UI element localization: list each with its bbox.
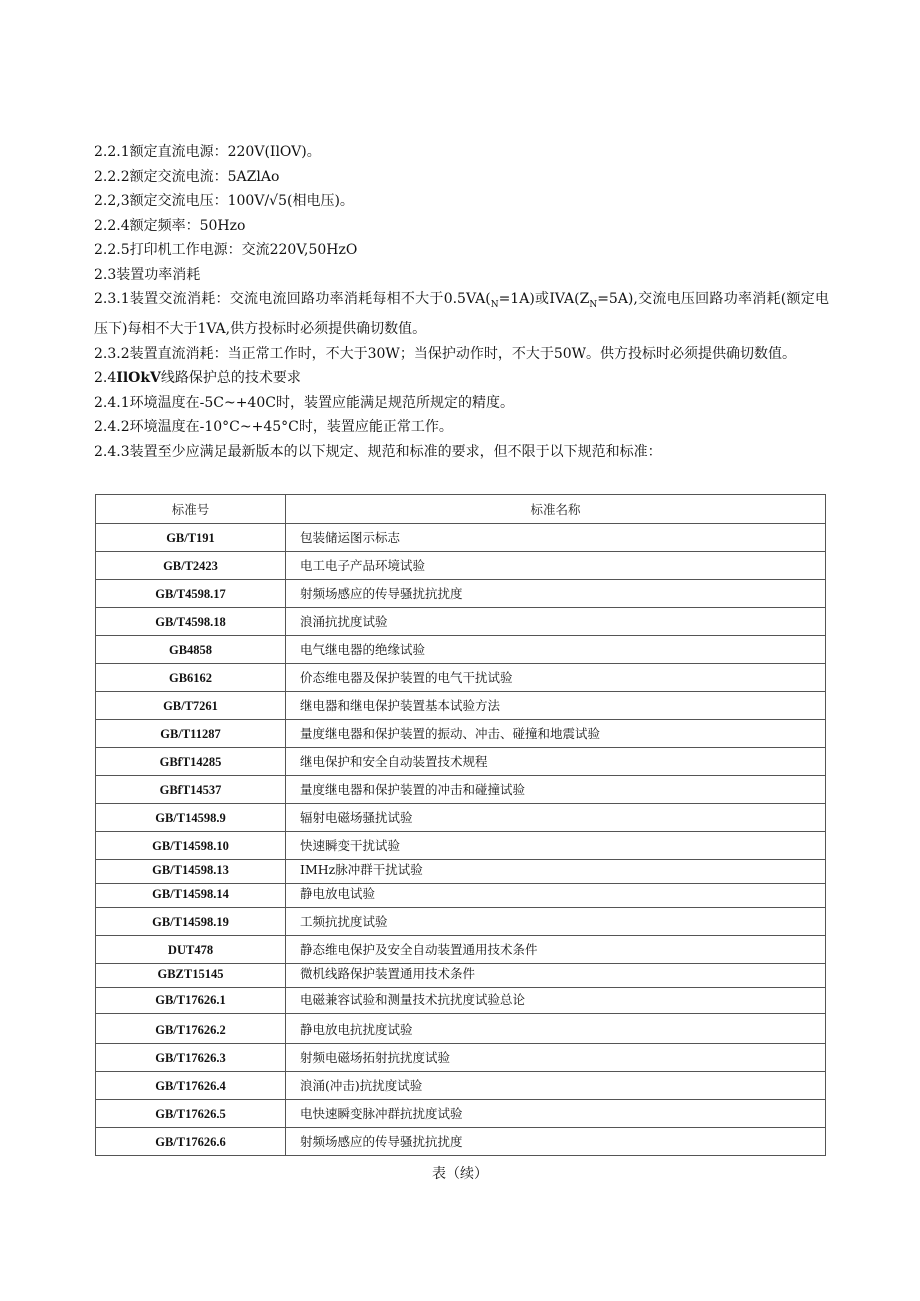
standard-name-cell: 浪涌(冲击)抗扰度试验 <box>286 1072 826 1100</box>
table-row <box>96 524 826 552</box>
standard-number-cell: GB/T17626.4 <box>96 1072 286 1100</box>
standard-name-cell: 射频场感应的传导骚扰抗扰度 <box>286 580 826 608</box>
standard-name-cell: 射频场感应的传导骚扰抗扰度 <box>286 1128 826 1156</box>
spec-paragraph: 2.2.2额定交流电流：5AZlAo <box>94 168 280 185</box>
standard-name-cell: 微机线路保护装置通用技术条件 <box>286 964 826 988</box>
spec-paragraph: 2.2.5打印机工作电源：交流220V,50HzO <box>94 242 358 258</box>
table-body <box>96 524 826 1156</box>
standard-name-cell: 静态维电保护及安全自动装置通用技术条件 <box>286 936 826 964</box>
standard-number-cell: GB/T4598.17 <box>96 580 286 608</box>
standard-number-cell: GB/T14598.13 <box>96 860 286 884</box>
table-row <box>96 936 826 964</box>
standard-number-cell: GB/T17626.2 <box>96 1014 286 1044</box>
table-row <box>96 552 826 580</box>
standard-name-cell: 工频抗扰度试验 <box>286 908 826 936</box>
document-body <box>94 140 829 464</box>
standard-number-cell: GB/T14598.14 <box>96 884 286 908</box>
standard-number-cell: GB/T4598.18 <box>96 608 286 636</box>
standard-number-cell: GB6162 <box>96 664 286 692</box>
standard-number-cell: GB/T7261 <box>96 692 286 720</box>
table-row <box>96 1072 826 1100</box>
spec-paragraph: 2.4.3装置至少应满足最新版本的以下规定、规范和标准的要求，但不限于以下规范和标准： <box>94 443 662 460</box>
table-row <box>96 664 826 692</box>
standard-number-cell: GB/T17626.5 <box>96 1100 286 1128</box>
standard-name-cell: IMHz脉冲群干扰试验 <box>286 860 826 884</box>
table-row <box>96 1100 826 1128</box>
standard-name-cell: 电工电子产品环境试验 <box>286 552 826 580</box>
standard-number-cell: GB/T17626.6 <box>96 1128 286 1156</box>
spec-paragraph: 2.4.1环境温度在-5C~+40C时，装置应能满足规范所规定的精度。 <box>94 394 514 411</box>
spec-paragraph: 2.2,3额定交流电压：100V/√5(相电压)。 <box>94 193 354 209</box>
standard-name-cell: 价态维电器及保护装置的电气干扰试验 <box>286 664 826 692</box>
standard-name-cell: 继电保护和安全自动装置技术规程 <box>286 748 826 776</box>
standard-name-cell: 量度继电器和保护装置的振动、冲击、碰撞和地震试验 <box>286 720 826 748</box>
standard-number-cell: GB/T14598.19 <box>96 908 286 936</box>
text-part: =5A),交流电压回路功率消耗(额定电压下)每相不大于1VA,供方投标时必须提供确切数值。 <box>94 291 830 338</box>
standard-name-cell: 快速瞬变干扰试验 <box>286 832 826 860</box>
table-row <box>96 776 826 804</box>
standard-number-cell: GB4858 <box>96 636 286 664</box>
text-part: 线路保护总的技术要求 <box>160 370 301 387</box>
subscript: N <box>589 299 598 310</box>
table-row <box>96 908 826 936</box>
header-standard-name: 标准名称 <box>286 495 826 524</box>
standard-name-cell: 射频电磁场拓射抗扰度试验 <box>286 1044 826 1072</box>
standard-number-cell: GBZT15145 <box>96 964 286 988</box>
spec-paragraph: 2.4.2环境温度在-10°C~+45°C时，装置应能正常工作。 <box>94 419 453 436</box>
standard-number-cell: GB/T14598.9 <box>96 804 286 832</box>
table-row <box>96 1044 826 1072</box>
standard-number-cell: GBfT14537 <box>96 776 286 804</box>
table-row <box>96 964 826 988</box>
spec-paragraph-2-3-2: 2.3.2装置直流消耗：当正常工作时，不大于30W；当保护动作时，不大于50W。供方投标时必须提供确切数值。 <box>94 345 797 362</box>
standard-name-cell: 量度继电器和保护装置的冲击和碰撞试验 <box>286 776 826 804</box>
standard-number-cell: GB/T191 <box>96 524 286 552</box>
standard-name-cell: 静电放电试验 <box>286 884 826 908</box>
table-row <box>96 720 826 748</box>
standard-number-cell: GBfT14285 <box>96 748 286 776</box>
table-row <box>96 832 826 860</box>
standard-name-cell: 电磁兼容试验和测量技术抗扰度试验总论 <box>286 988 826 1014</box>
standard-number-cell: GB/T2423 <box>96 552 286 580</box>
spec-paragraph-2-3-1 <box>94 287 829 342</box>
text-part-bold: IlOkV <box>116 370 161 387</box>
table-row <box>96 860 826 884</box>
text-part: 2.3.1装置交流消耗：交流电流回路功率消耗每相不大于0.5VA( <box>94 291 491 307</box>
standard-name-cell: 电气继电器的绝缘试验 <box>286 636 826 664</box>
table-row <box>96 636 826 664</box>
standard-number-cell: GB/T17626.3 <box>96 1044 286 1072</box>
spec-paragraph: 2.2.1额定直流电源：220V(IlOV)。 <box>94 144 321 160</box>
standards-table <box>95 494 826 1156</box>
table-header-row <box>96 495 826 524</box>
table-row <box>96 580 826 608</box>
table-row <box>96 608 826 636</box>
table-row <box>96 1128 826 1156</box>
standard-number-cell: GB/T11287 <box>96 720 286 748</box>
table-row <box>96 884 826 908</box>
header-standard-number: 标准号 <box>96 495 286 524</box>
table-row <box>96 804 826 832</box>
standard-name-cell: 辐射电磁场骚扰试验 <box>286 804 826 832</box>
section-heading: 2.3装置功率消耗 <box>94 266 201 283</box>
standard-number-cell: GB/T17626.1 <box>96 988 286 1014</box>
spec-paragraph: 2.2.4额定频率：50Hzo <box>94 217 246 234</box>
table-caption: 表（续） <box>432 1166 488 1182</box>
standard-number-cell: DUT478 <box>96 936 286 964</box>
table-row <box>96 988 826 1014</box>
text-part: =1A)或IVA(Z <box>498 291 590 307</box>
table-row <box>96 1014 826 1044</box>
table-row <box>96 748 826 776</box>
standard-name-cell: 浪涌抗扰度试验 <box>286 608 826 636</box>
text-part: 2.4 <box>94 370 117 387</box>
table-row <box>96 692 826 720</box>
standard-number-cell: GB/T14598.10 <box>96 832 286 860</box>
standard-name-cell: 包装储运图示标志 <box>286 524 826 552</box>
subscript: N <box>490 299 499 310</box>
standard-name-cell: 继电器和继电保护装置基本试验方法 <box>286 692 826 720</box>
standard-name-cell: 电快速瞬变脉冲群抗扰度试验 <box>286 1100 826 1128</box>
section-heading <box>94 366 829 391</box>
standard-name-cell: 静电放电抗扰度试验 <box>286 1014 826 1044</box>
